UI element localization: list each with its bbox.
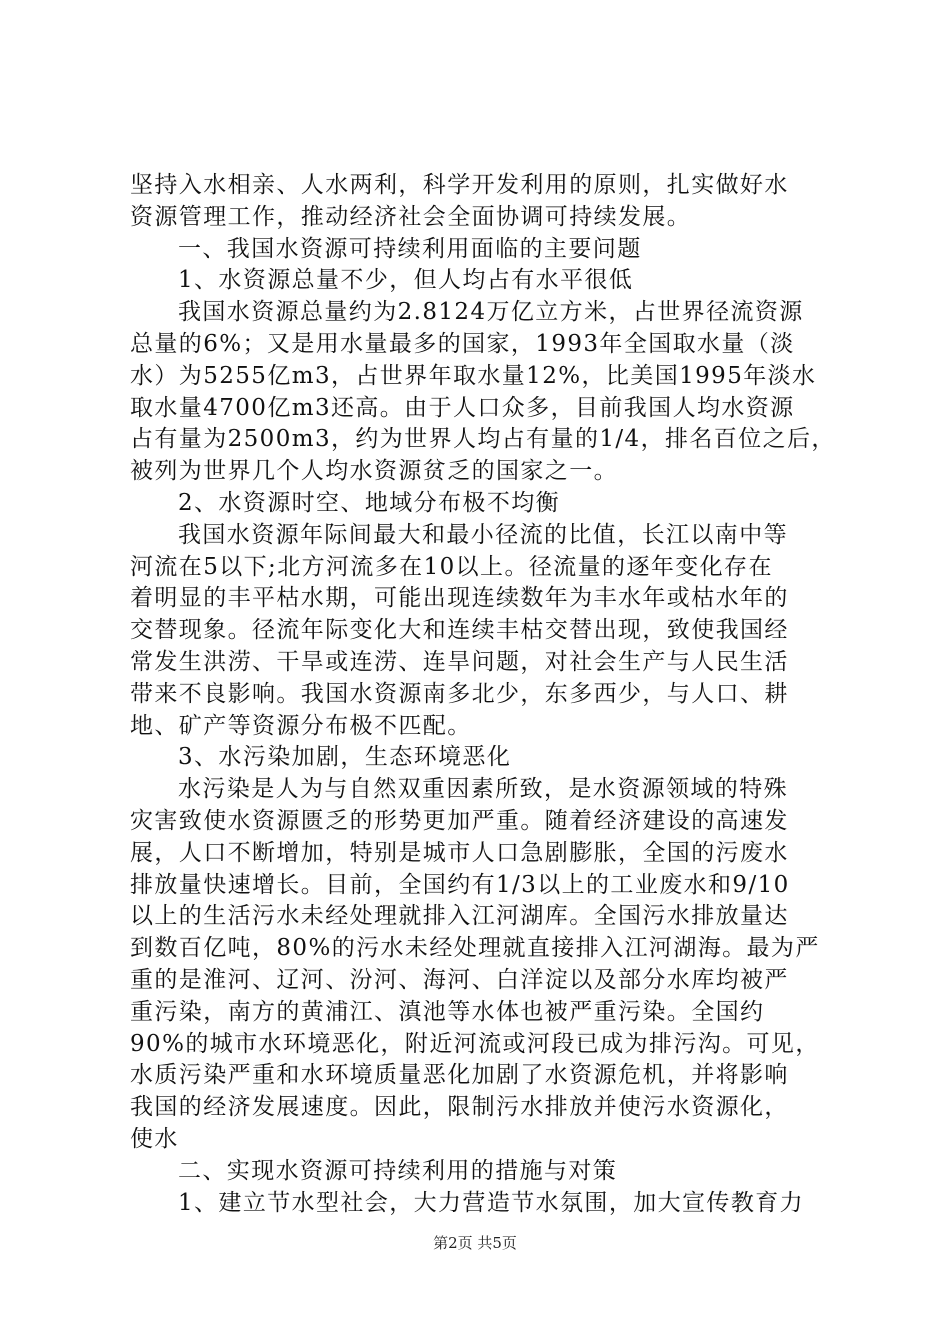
text-line: 带来不良影响。我国水资源南多北少，东多西少，与人口、耕 — [130, 680, 789, 707]
text-line: 灾害致使水资源匮乏的形势更加严重。随着经济建设的高速发 — [130, 807, 789, 834]
text-line: 交替现象。径流年际变化大和连续丰枯交替出现，致使我国经 — [130, 617, 789, 644]
text-line: 常发生洪涝、干旱或连涝、连旱问题，对社会生产与人民生活 — [130, 648, 789, 675]
text-line: 排放量快速增长。目前，全国约有1/3以上的工业废水和9/10 — [130, 871, 790, 898]
text-line: 重污染，南方的黄浦江、滇池等水体也被严重污染。全国约 — [130, 998, 765, 1025]
text-line: 资源管理工作，推动经济社会全面协调可持续发展。 — [130, 203, 692, 230]
subsection-heading: 1、水资源总量不少，但人均占有水平很低 — [178, 267, 634, 294]
text-line: 水）为5255亿m3，占世界年取水量12%，比美国1995年淡水 — [130, 362, 817, 389]
text-line: 到数百亿吨，80%的污水未经处理就直接排入江河湖海。最为严 — [130, 935, 820, 962]
document-body — [130, 170, 836, 1219]
text-line: 我国水资源年际间最大和最小径流的比值，长江以南中等 — [178, 521, 788, 548]
text-line: 取水量4700亿m3还高。由于人口众多，目前我国人均水资源 — [130, 394, 795, 421]
text-line: 地、矿产等资源分布极不匹配。 — [130, 712, 472, 739]
text-line: 展，人口不断增加，特别是城市人口急剧膨胀，全国的污废水 — [130, 839, 789, 866]
subsection-heading: 3、水污染加剧，生态环境恶化 — [178, 744, 512, 771]
subsection-heading: 1、建立节水型社会，大力营造节水氛围，加大宣传教育力 — [178, 1189, 805, 1216]
text-line: 以上的生活污水未经处理就排入江河湖库。全国污水排放量达 — [130, 903, 789, 930]
section-heading: 一、我国水资源可持续利用面临的主要问题 — [178, 235, 642, 262]
text-line: 被列为世界几个人均水资源贫乏的国家之一。 — [130, 458, 618, 485]
section-heading: 二、实现水资源可持续利用的措施与对策 — [178, 1157, 618, 1184]
text-line: 占有量为2500m3，约为世界人均占有量的1/4，排名百位之后， — [130, 426, 836, 453]
text-line: 坚持入水相亲、人水两利，科学开发利用的原则，扎实做好水 — [130, 172, 789, 198]
text-line: 水污染是人为与自然双重因素所致，是水资源领域的特殊 — [178, 776, 788, 803]
text-line: 我国水资源总量约为2.8124万亿立方米，占世界径流资源 — [178, 299, 804, 326]
text-line: 重的是淮河、辽河、汾河、海河、白洋淀以及部分水库均被严 — [130, 966, 789, 993]
text-line: 着明显的丰平枯水期，可能出现连续数年为丰水年或枯水年的 — [130, 585, 789, 612]
text-line: 水质污染严重和水环境质量恶化加剧了水资源危机，并将影响 — [130, 1062, 789, 1089]
text-line: 我国的经济发展速度。因此，限制污水排放并使污水资源化， — [130, 1094, 789, 1121]
page-number-footer: 第2页 共5页 — [433, 1234, 517, 1252]
text-line: 使水 — [130, 1125, 179, 1152]
subsection-heading: 2、水资源时空、地域分布极不均衡 — [178, 489, 561, 516]
text-line: 90%的城市水环境恶化，附近河流或河段已成为排污沟。可见， — [130, 1030, 820, 1057]
text-line: 河流在5以下;北方河流多在10以上。径流量的逐年变化存在 — [130, 553, 773, 580]
text-line: 总量的6%；又是用水量最多的国家，1993年全国取水量（淡 — [130, 330, 795, 357]
